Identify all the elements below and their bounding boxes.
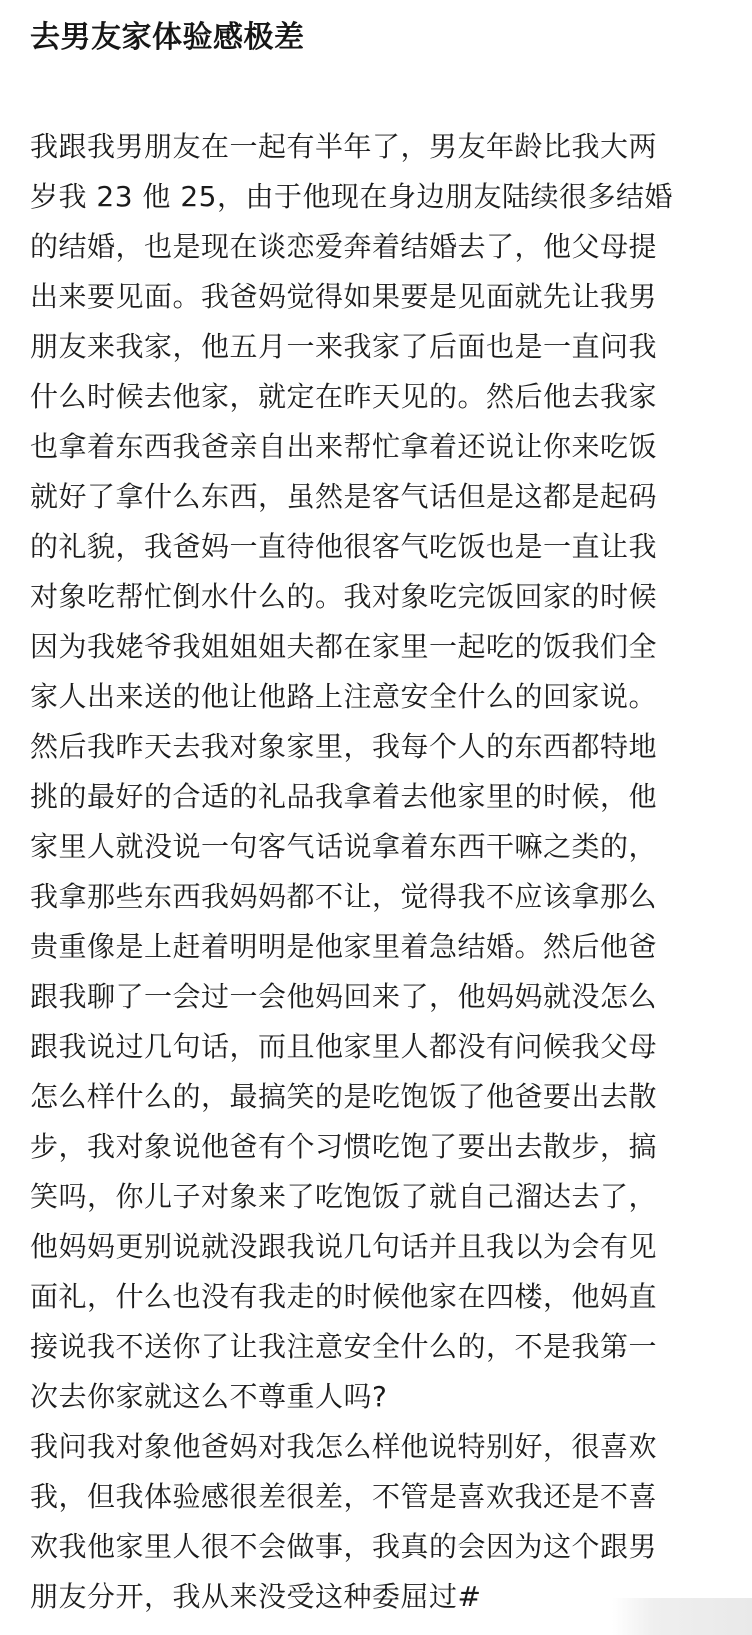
post-line: 什么时候去他家，就定在昨天见的。然后他去我家 <box>30 380 658 413</box>
post-line: 挑的最好的合适的礼品我拿着去他家里的时候，他 <box>30 780 658 813</box>
post-line: 然后我昨天去我对象家里，我每个人的东西都特地 <box>30 730 658 763</box>
post-line: 面礼，什么也没有我走的时候他家在四楼，他妈直 <box>30 1280 658 1313</box>
post-line: 对象吃帮忙倒水什么的。我对象吃完饭回家的时候 <box>30 580 658 613</box>
post-line: 家里人就没说一句客气话说拿着东西干嘛之类的， <box>30 830 658 863</box>
post-line: 怎么样什么的，最搞笑的是吃饱饭了他爸要出去散 <box>30 1080 658 1113</box>
post-line: 次去你家就这么不尊重人吗? <box>30 1380 388 1413</box>
post-line: 因为我姥爷我姐姐姐夫都在家里一起吃的饭我们全 <box>30 630 658 663</box>
post-line: 的礼貌，我爸妈一直待他很客气吃饭也是一直让我 <box>30 530 658 563</box>
post-title: 去男友家体验感极差 <box>30 20 305 55</box>
post-line: 贵重像是上赶着明明是他家里着急结婚。然后他爸 <box>30 930 658 963</box>
post-line: 笑吗，你儿子对象来了吃饱饭了就自己溜达去了， <box>30 1180 658 1213</box>
post-line: 岁我 23 他 25，由于他现在身边朋友陆续很多结婚 <box>30 180 673 213</box>
post-line: 出来要见面。我爸妈觉得如果要是见面就先让我男 <box>30 280 658 313</box>
post-line: 我问我对象他爸妈对我怎么样他说特别好，很喜欢 <box>30 1430 658 1463</box>
post-line: 他妈妈更别说就没跟我说几句话并且我以为会有见 <box>30 1230 658 1263</box>
post-line: 家人出来送的他让他路上注意安全什么的回家说。 <box>30 680 658 713</box>
post-line: 朋友来我家，他五月一来我家了后面也是一直问我 <box>30 330 658 363</box>
post-line: 跟我说过几句话，而且他家里人都没有问候我父母 <box>30 1030 658 1063</box>
post-line: 欢我他家里人很不会做事，我真的会因为这个跟男 <box>30 1530 658 1563</box>
post-line: 我，但我体验感很差很差，不管是喜欢我还是不喜 <box>30 1480 658 1513</box>
post-line: 的结婚，也是现在谈恋爱奔着结婚去了，他父母提 <box>30 230 658 263</box>
post-line: 步，我对象说他爸有个习惯吃饱了要出去散步，搞 <box>30 1130 658 1163</box>
post-line: 我跟我男朋友在一起有半年了，男友年龄比我大两 <box>30 130 658 163</box>
watermark-strip <box>612 1598 752 1635</box>
post-line: 朋友分开，我从来没受这种委屈过# <box>30 1580 482 1613</box>
post-line: 我拿那些东西我妈妈都不让，觉得我不应该拿那么 <box>30 880 658 913</box>
post-body <box>30 122 720 1622</box>
post-line: 接说我不送你了让我注意安全什么的，不是我第一 <box>30 1330 658 1363</box>
post-line: 也拿着东西我爸亲自出来帮忙拿着还说让你来吃饭 <box>30 430 658 463</box>
post-line: 就好了拿什么东西，虽然是客气话但是这都是起码 <box>30 480 658 513</box>
post-line: 跟我聊了一会过一会他妈回来了，他妈妈就没怎么 <box>30 980 658 1013</box>
